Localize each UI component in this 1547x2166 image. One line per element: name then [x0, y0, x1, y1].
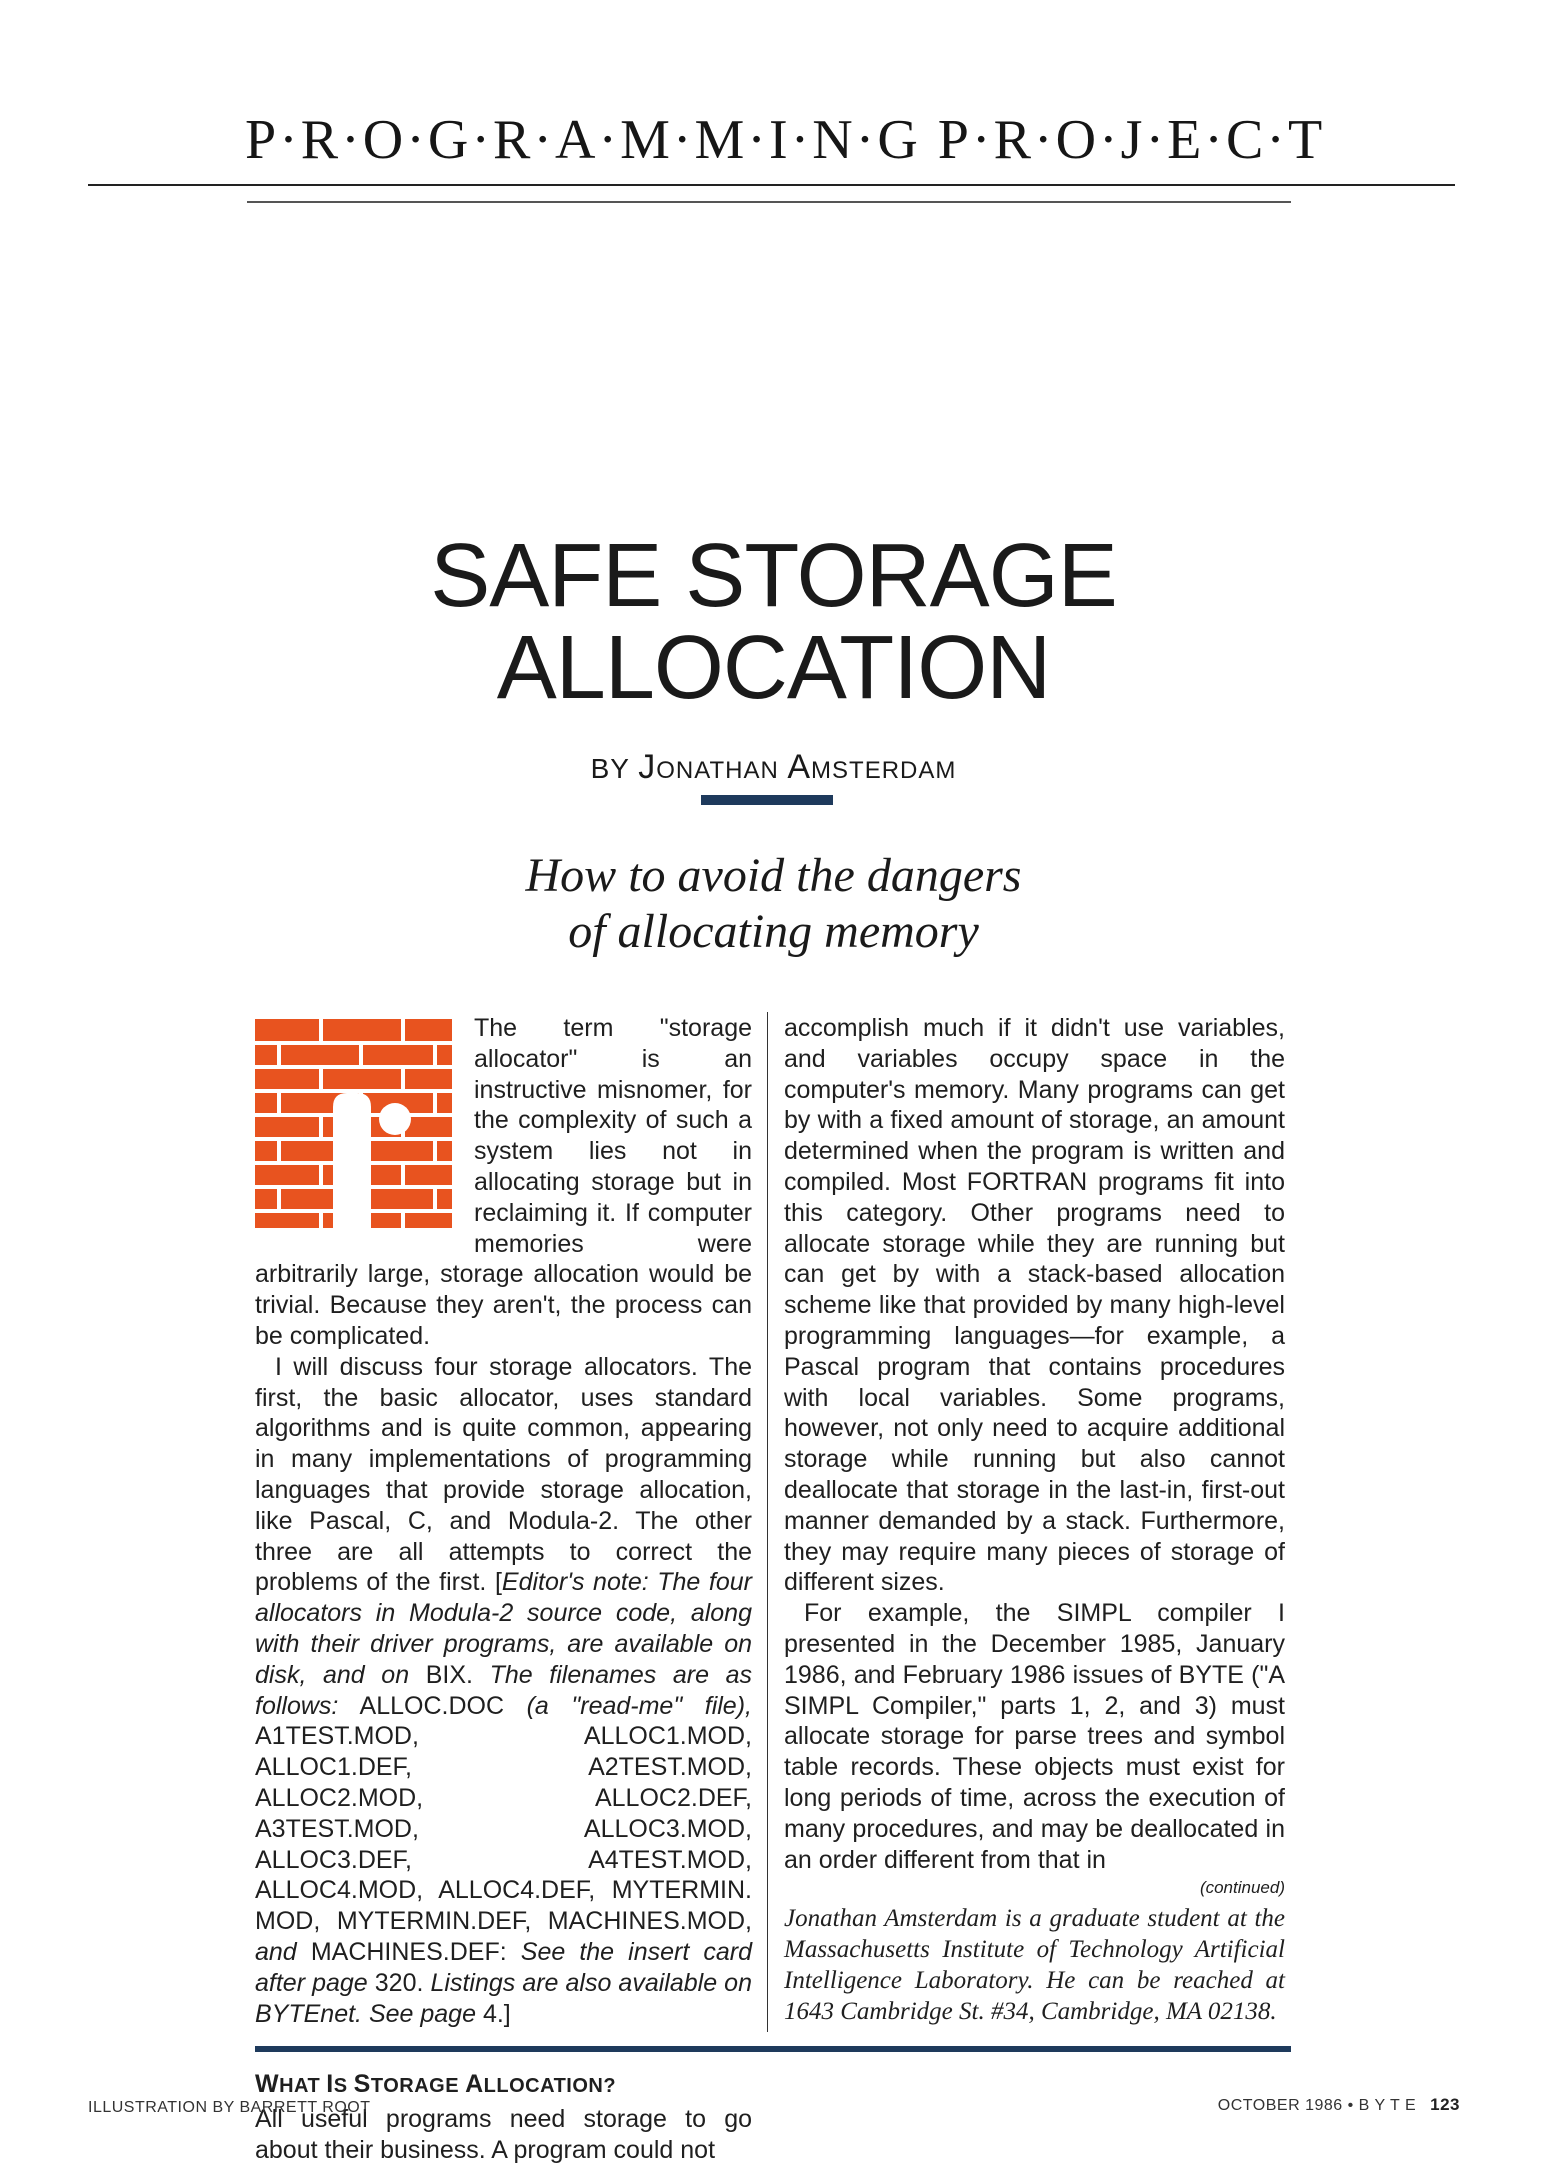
paragraph: For example, the SIMPL compiler I presented in the December 1985, January 1986, and February 1986 issues of BYTE ("A SIMPL Compiler," parts 1, 2, and 3) must allocate storage for parse trees and symbol table records. These objects must exist for long periods of time, across the execution of many procedures, and may be deallocated in an order different from that in [784, 1599, 1285, 1874]
paragraph: All useful programs need storage to go about their business. A program could not [255, 2105, 752, 2164]
folio [1218, 2095, 1460, 2115]
editor-note-text: The filenames are as follows: [255, 1660, 752, 1720]
subhead-cap: S [353, 2070, 371, 2099]
subhead-rest: TORAGE [370, 2075, 466, 2098]
editor-note-text: See the insert card after page [255, 1937, 753, 1997]
editor-note-filename: MACHINES.DEF: [310, 1937, 507, 1966]
illustration-credit: ILLUSTRATION BY BARRETT ROOT [88, 2099, 371, 2116]
column-left [255, 1013, 752, 2166]
section-header: P·R·O·G·R·A·M·M·I·N·G P·R·O·J·E·C·T [245, 109, 1326, 171]
subhead-cap: A [465, 2070, 484, 2099]
author-name: Jonathan Amsterdam [638, 748, 957, 786]
paragraph [255, 1352, 752, 2030]
bottom-accent-bar [255, 2046, 1291, 2052]
header-rule [88, 184, 1455, 186]
issue-label: OCTOBER 1986 • B Y T E [1217, 2097, 1417, 2114]
deck-line-2: of allocating memory [568, 905, 979, 958]
title-line-1: SAFE STORAGE [430, 526, 1117, 626]
deck-line-1: How to avoid the dangers [525, 849, 1022, 902]
editor-note-and: and [255, 1937, 297, 1966]
subhead-cap: I [326, 2070, 334, 2099]
editor-note-filenames: A1TEST.MOD, ALLOC1.MOD, ALLOC1.DEF, A2TEST.MOD, ALLOC2.MOD, ALLOC2.DEF, A3TEST.MOD, ALLOC3.MOD, ALLOC3.DEF, A4TEST.MOD, ALLOC4.MOD, ALLOC4.DEF, MYTERMIN. MOD, MYTERMIN.DEF, MACHINES.MOD, [255, 1722, 752, 1936]
editor-note-bix: BIX. [425, 1660, 473, 1689]
byline-by: BY [590, 753, 630, 784]
editor-note-text: The four allocators in Modula-2 source code, along with their driver programs, are available on disk, and on [255, 1568, 752, 1689]
subhead-rest: HAT [279, 2075, 327, 2098]
page-number: 123 [1430, 2095, 1460, 2114]
subhead-rest: LLOCATION? [483, 2075, 617, 2098]
column-divider [767, 1012, 768, 2032]
subhead-cap: W [255, 2070, 280, 2099]
article-deck [0, 848, 1547, 960]
byline [0, 748, 1547, 787]
author-bio-text: Jonathan Amsterdam is a graduate student at the Massachusetts Institute of Technology Artificial Intelligence Laboratory. He can be reached at 1643 Cambridge St. #34, Cambridge, MA 02138. [784, 1905, 1285, 2026]
paragraph: accomplish much if it didn't use variables, and variables occupy space in the computer's memory. Many programs can get by with a fixed amount of storage, an amount determined when the program is written and compiled. Most FORTRAN programs fit into this category. Other programs need to allocate storage while they are running but can get by with a stack-based allocation scheme like that provided by many high-level programming languages—for example, a Pascal program that contains procedures with local variables. Some programs, however, not only need to acquire additional storage while running but also cannot deallocate that storage in the last-in, first-out manner demanded by a stack. Furthermore, they may require many pieces of storage of different sizes. [784, 1014, 1285, 1597]
continued-label: (continued) [1199, 1878, 1285, 1898]
section-subhead [255, 2069, 752, 2102]
article-title [0, 526, 1547, 718]
subhead-rest: S [333, 2075, 354, 2098]
editor-note-filename: ALLOC.DOC [359, 1691, 505, 1720]
editor-note-label: Editor's note: [501, 1568, 649, 1597]
editor-note-page: 4.] [482, 1999, 511, 2028]
column-right [784, 1013, 1285, 2027]
brick-wall-icon [255, 1019, 452, 1228]
author-bio [784, 1903, 1285, 2027]
editor-bracket: [ [494, 1568, 502, 1597]
paragraph-text: I will discuss four storage allocators. The first, the basic allocator, uses standard algorithms and is quite common, appearing in many implementations of programming languages that provide storage allocation, like Pascal, C, and Modula-2. The other three are all attempts to correct the problems of the first. [255, 1352, 752, 1597]
editor-note-text: Listings are also available on BYTEnet. See page [255, 1968, 752, 2028]
header-subrule [247, 201, 1291, 203]
title-accent-bar [701, 795, 833, 805]
paragraph: The term "storage allocator" is an instructive misnomer, for the complexity of such a system lies not in allocating storage but in reclaiming it. If computer memories were arbitrarily large, storage allocation would be trivial. Because they aren't, the process can be complicated. [255, 1014, 752, 1350]
title-line-2: ALLOCATION [496, 618, 1051, 718]
editor-note-readme: (a "read-me" file), [526, 1691, 752, 1720]
editor-note-page: 320. [374, 1968, 424, 1997]
